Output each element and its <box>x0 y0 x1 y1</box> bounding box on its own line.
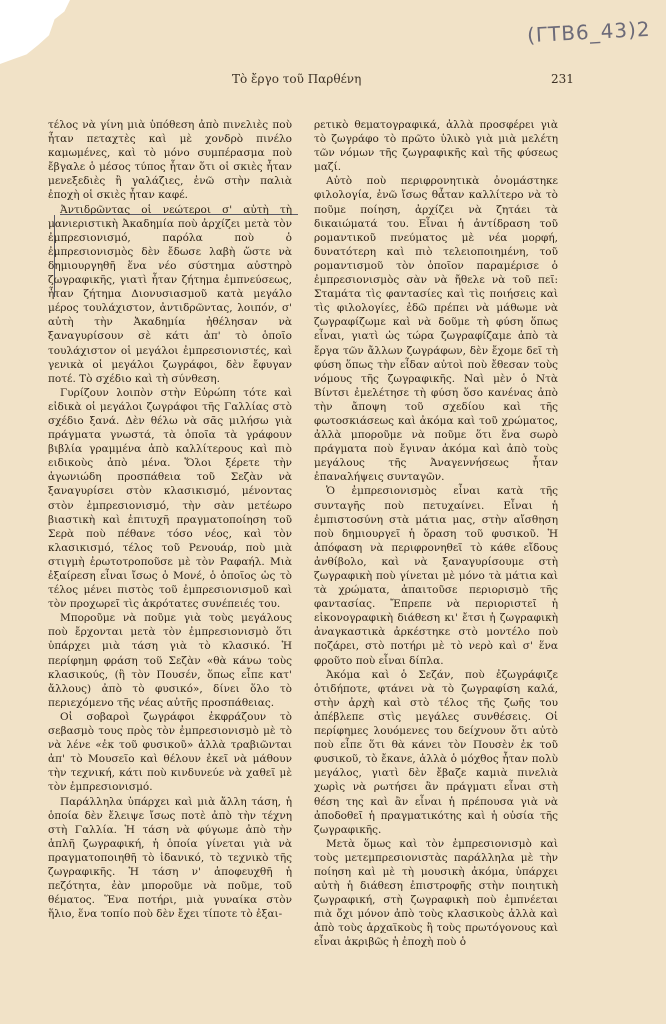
running-title: Τὸ ἔργο τοῦ Παρθένη <box>232 72 362 86</box>
torn-corner <box>0 0 70 64</box>
right-paragraph: Αὐτὸ ποὺ περιφρονητικὰ ὀνομάστηκε φιλολογία, ἐνῶ ἴσως θἆταν καλλίτερο νὰ τὸ ποῦμε ποίηση, ἀρχίζει νὰ ζητάει τὰ δικαιώματά του. Εἶναι ἡ ἀντίδραση τοῦ ρομαντικοῦ πνεύματος μὲ νέα μορφή, δυνατότερη καὶ πιὸ τελειοποιημένη, τοῦ ρομαντισμοῦ τὸν ὁποῖον παραμέρισε ὁ ἐμπρεσιονισμὸς σὰν νὰ ἤθελε νὰ τοῦ πεῖ: Σταμάτα τὶς φαντασίες καὶ τὶς ποιήσεις καὶ τὶς φιλολογίες, ἐδῶ πρέπει νὰ μάθωμε νὰ ζωγραφίζωμε καὶ νὰ δοῦμε τὴ φύση ὅπως εἶναι, γιατὶ ὡς τώρα ζωγραφίζαμε ἀπὸ τὰ ἔργα τῶν ἄλλων ζωγράφων, δὲν ἔχομε δεῖ τὴ φύση ὅπως τὴν εἶδαν αὐτοὶ ποὺ ἔθεσαν τοὺς νόμους τῆς ζωγραφικῆς. Ναὶ μὲν ὁ Ντὰ Βίντσι ἐμελέτησε τὴ φύση ὅσο κανένας ἀπὸ τὴν ἄποψη τοῦ σχεδίου καὶ τῆς φωτοσκιάσεως καὶ ἀκόμα καὶ τοῦ χρώματος, ἀλλὰ μποροῦμε νὰ ποῦμε ὅτι ἕνα σωρὸ πράγματα ποὺ ἔγιναν ἀκόμα καὶ ἀπὸ τοὺς μεγάλους τῆς Ἀναγεννήσεως ἦταν ἐπαναλήψεις συνταγῶν. <box>314 175 558 484</box>
page-number: 231 <box>551 72 574 86</box>
left-paragraph: τέλος νὰ γίνη μιὰ ὑπόθεση ἀπὸ πινελιὲς ποὺ ἦταν πεταχτὲς καὶ μὲ χονδρὸ πινέλο καμωμένες, καὶ τὸ μόνο συμπέρασμα ποὺ ἔβγαλε ὁ μέσος τύπος ἦταν ὅτι οἱ σκιὲς ἦταν μενεξεδιὲς ἢ γαλάζιες, ἐνῶ στὴν παλιὰ ἐποχὴ οἱ σκιὲς ἦταν καφέ. <box>48 119 292 202</box>
left-paragraph: Οἱ σοβαροὶ ζωγράφοι ἐκφράζουν τὸ σεβασμὸ τους πρὸς τὸν ἐμπρεσιονισμὸ μὲ τὸ νὰ λένε «ἐκ τοῦ φυσικοῦ» ἀλλὰ τραβιῶνται ἀπ' τὸ Μουσεῖο καὶ θέλουν ἐκεῖ νὰ μάθουν τὴν τεχνική, κάτι ποὺ κινδυνεύε νὰ χαθεῖ μὲ τὸν ἐμπρεσιονισμό. <box>48 710 292 794</box>
right-paragraph: Ἀκόμα καὶ ὁ Σεζάν, ποὺ ἐζωγράφιζε ὁτιδήποτε, φτάνει νὰ τὸ ζωγραφίση καλά, στὴν ἀρχὴ καὶ στὸ τέλος τῆς ζωῆς του ἀπέβλεπε στὶς μεγάλες συνθέσεις. Οἱ περίφημες λουόμενες του δείχνουν ὅτι αὐτὸ ποὺ εἶπε ὅτι θὰ κάνει τὸν Πουσὲν ἐκ τοῦ φυσικοῦ, τὸ ἔκανε, ἀλλὰ ὁ μόχθος ἦταν πολὺ μεγάλος, γιατὶ δὲν ἔβαζε καμιὰ πινελιὰ χωρὶς νὰ ρωτήσει ἂν πράγματι εἶναι στὴ θέση της καὶ ἂν εἶναι ἡ πρέπουσα γιὰ νὰ ἀποδοθεῖ ἡ πραγματικότης καὶ ἡ οὐσία τῆς ζωγραφικῆς. <box>314 668 558 836</box>
archive-handwritten-mark: (ΓΤΒ6_43)2 <box>526 16 652 48</box>
left-paragraph: Ἀντιδρῶντας οἱ νεώτεροι σ' αὐτὴ τὴ μανιεριστικὴ Ἀκαδημία ποὺ ἀρχίζει μετὰ τὸν ἐμπρεσιονισμό, παρόλα ποὺ ὁ ἐμπρεσιονισμὸς δὲν ἔδωσε λαβὴ ὥστε νὰ δημιουργηθῆ ἕνα νέο σύστημα αὐστηρὸ ζωγραφικῆς, γιατὶ ἦταν ζήτημα ἐμπνεύσεως, ἦταν ζήτημα Διονυσιασμοῦ κατὰ μεγάλο μέρος τουλάχιστον, ἀντιδρῶντας, λοιπόν, σ' αὐτὴ τὴν Ἀκαδημία ἠθέλησαν νὰ ξαναγυρίσουν σὲ κάτι ἀπ' τὸ ὁποῖο τουλάχιστον οἱ μεγάλοι ἐμπρεσιονιστές, καὶ γενικὰ οἱ μεγάλοι ζωγράφοι, δὲν ἔφυγαν ποτέ. Τὸ σχέδιο καὶ τὴ σύνθεση. <box>48 203 292 385</box>
left-paragraph: Μποροῦμε νὰ ποῦμε γιὰ τοὺς μεγάλους ποὺ ἔρχονται μετὰ τὸν ἐμπρεσιονισμὸ ὅτι ὑπάρχει μιὰ τάση γιὰ τὸ κλασικό. Ἡ περίφημη φράση τοῦ Σεζὰν «θὰ κάνω τοὺς κλασικούς, (ἢ τὸν Πουσέν, ὅπως εἶπε κατ' ἄλλους) ἀπὸ τὸ φυσικό», δίνει ὅλο τὸ περιεχόμενο τῆς νέας αὐτῆς προσπάθειας. <box>48 612 292 709</box>
right-paragraph: Μετὰ ὅμως καὶ τὸν ἐμπρεσιονισμὸ καὶ τοὺς μετεμπρεσιονιστὰς παράλληλα μὲ τὴν ποίηση καὶ μὲ τὴ μουσικὴ ἀκόμα, ὑπάρχει αὐτὴ ἡ διάθεση ἐπιστροφῆς στὴν ποιητικὴ ζωγραφική, στὴ ζωγραφικὴ ποὺ ἐμπνέεται πιὰ ὄχι μόνον ἀπὸ τοὺς κλασικοὺς ἀλλὰ καὶ ἀπὸ τοὺς ἀρχαϊκοὺς ἢ τοὺς πρωτόγονους καὶ εἶναι ἀκριβῶς ἡ ἐποχὴ ποὺ ὁ <box>314 837 558 949</box>
left-paragraph: Παράλληλα ὑπάρχει καὶ μιὰ ἄλλη τάση, ἡ ὁποία δὲν ἔλειψε ἴσως ποτὲ ἀπὸ τὴν τέχνη στὴ Γαλλία. Ἡ τάση νὰ φύγωμε ἀπὸ τὴν ἁπλῆ ζωγραφική, ἡ ὁποία γίνεται γιὰ νὰ πραγματοποιηθῆ τὸ ἰδανικό, τὸ τεχνικὸ τῆς ζωγραφικῆς. Ἡ τάση ν' ἀποφευχθῆ ἡ πεζότητα, ἐὰν μποροῦμε νὰ ποῦμε, τοῦ θέματος. Ἕνα ποτήρι, μιὰ γυναίκα στὸν ἥλιο, ἕνα τοπίο ποὺ δὲν ἔχει τίποτε τὸ ἐξαι- <box>48 795 292 921</box>
right-paragraph: Ὁ ἐμπρεσιονισμὸς εἶναι κατὰ τῆς συνταγῆς ποὺ πετυχαίνει. Εἶναι ἡ ἐμπιστοσύνη στὰ μάτια μας, στὴν αἴσθηση ποὺ δημιουργεῖ ἡ ὅραση τοῦ φυσικοῦ. Ἡ ἀπόφαση νὰ περιφρονηθεῖ τὸ κάθε εἴδους ἀνθίβολο, καὶ νὰ ξαναγυρίσουμε στὴ ζωγραφικὴ ποὺ γίνεται μὲ μόνο τὰ μάτια καὶ τὰ χρώματα, ἀπαιτοῦσε περιορισμὸ τῆς φαντασίας. Ἔπρεπε νὰ περιοριστεῖ ἡ εἰκονογραφικὴ διάθεση κι' ἔτσι ἡ ζωγραφικὴ ἀναγκαστικὰ ἀρκέστηκε στὸ μοντέλο ποὺ ποζάρει, στὸ ποτήρι μὲ τὸ νερὸ καὶ σ' ἕνα φροῦτο ποὺ εἶναι δίπλα. <box>314 485 558 667</box>
right-paragraph: ρετικὸ θεματογραφικά, ἀλλὰ προσφέρει γιὰ τὸ ζωγράφο τὸ πρῶτο ὑλικὸ γιὰ μιὰ μελέτη τῶν νόμων τῆς ζωγραφικῆς καὶ τῆς φύσεως μαζί. <box>314 119 558 174</box>
left-paragraph: Γυρίζουν λοιπὸν στὴν Εὐρώπη τότε καὶ εἰδικὰ οἱ μεγάλοι ζωγράφοι τῆς Γαλλίας στὸ σχέδιο ξανά. Δὲν θέλω νὰ σᾶς μιλήσω γιὰ πράγματα γνωστά, τὰ ὁποῖα τὰ γράφουν βιβλία γραμμένα ἀπὸ καλλίτερους καὶ πιὸ ειδικοὺς ἀπὸ μένα. Ὅλοι ξέρετε τὴν ἀγωνιώδη προσπάθεια τοῦ Σεζὰν νὰ ξαναγυρίσει στὸν κλασικισμό, μένοντας στὸν ἐμπρεσιονισμό, τὴν σὰν μετέωρο βιαστικὴ καὶ ἐπιτυχῆ πραγματοποίηση τοῦ Σερὰ ποὺ πέθανε τόσο νέος, καὶ τὸν κλασικισμό, τέλος τοῦ Ρενουάρ, ποὺ μιὰ στιγμὴ ἐρωτοτροποῦσε μὲ τὸν Ραφαήλ. Μιὰ ἐξαίρεση εἶναι ἴσως ὁ Μονέ, ὁ ὁποῖος ὡς τὸ τέλος μένει πιστὸς τοῦ ἐμπρεσιονισμοῦ καὶ τὸν προχωρεῖ τὶς ἀκρότατες συνέπειές του. <box>48 386 292 611</box>
right-column <box>314 118 558 950</box>
left-column <box>48 118 292 921</box>
